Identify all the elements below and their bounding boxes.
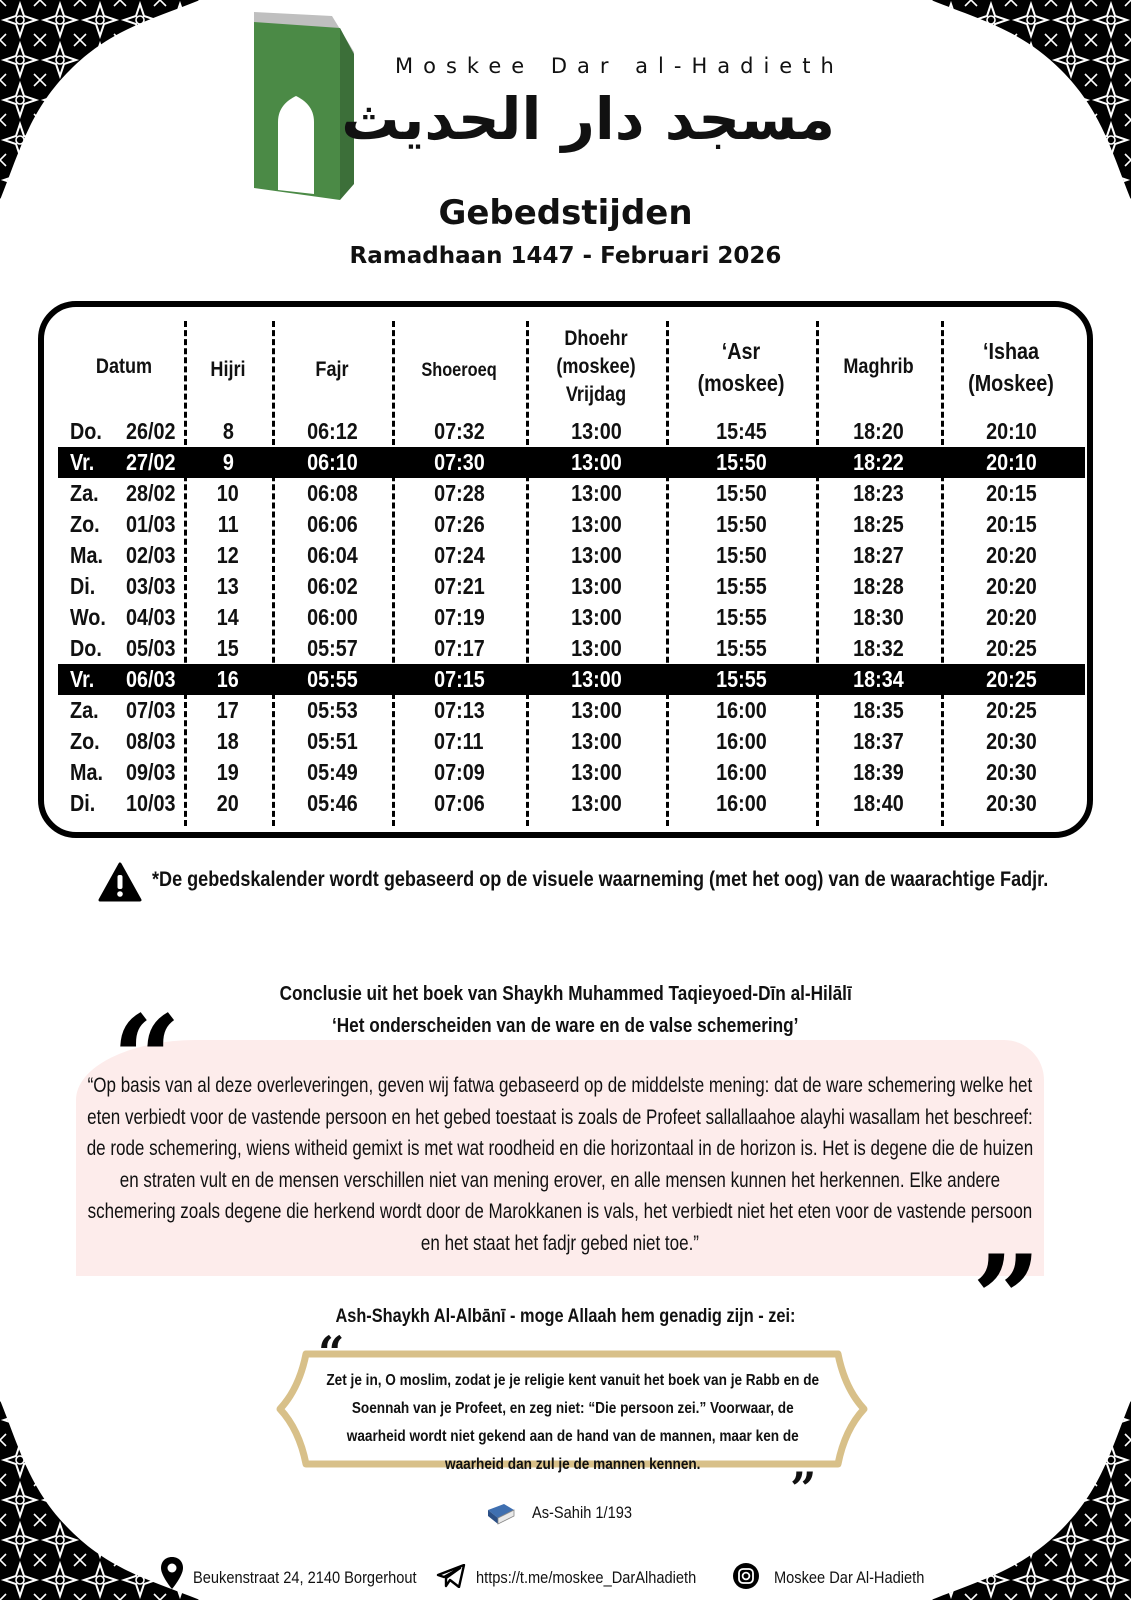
cell-shoeroeq bbox=[392, 416, 526, 447]
cell-ishaa-text: 20:10 bbox=[985, 449, 1037, 475]
cell-maghrib-text: 18:20 bbox=[853, 418, 904, 444]
cell-dhoehr bbox=[526, 571, 666, 602]
warning-icon bbox=[98, 862, 142, 902]
cell-date-text: 28/02 bbox=[126, 480, 176, 506]
cell-fajr bbox=[272, 757, 392, 788]
table-row bbox=[44, 633, 1099, 664]
cell-hijri-text: 14 bbox=[216, 604, 240, 630]
cell-dhoehr-text: 13:00 bbox=[570, 480, 622, 506]
cell-asr-text: 16:00 bbox=[715, 759, 767, 785]
cell-ishaa-text: 20:20 bbox=[985, 542, 1037, 568]
cell-hijri-text: 20 bbox=[216, 790, 240, 816]
header-hijri: Hijri bbox=[210, 358, 246, 381]
cell-ishaa bbox=[941, 447, 1081, 478]
cell-hijri bbox=[184, 664, 272, 695]
cell-dhoehr-text: 13:00 bbox=[570, 542, 622, 568]
cell-date bbox=[104, 416, 176, 447]
cell-date bbox=[104, 447, 176, 478]
cell-date-text: 09/03 bbox=[126, 759, 176, 785]
cell-hijri bbox=[184, 726, 272, 757]
cell-maghrib-text: 18:28 bbox=[853, 573, 904, 599]
cell-date bbox=[104, 726, 176, 757]
header-asr bbox=[677, 321, 806, 413]
header-maghrib: Maghrib bbox=[843, 355, 914, 378]
cell-date-text: 03/03 bbox=[126, 573, 176, 599]
cell-ishaa-text: 20:25 bbox=[985, 697, 1037, 723]
cell-fajr bbox=[272, 633, 392, 664]
header-asr-line: ‘Asr bbox=[721, 338, 761, 364]
cell-hijri bbox=[184, 695, 272, 726]
cell-dhoehr-text: 13:00 bbox=[570, 759, 622, 785]
cell-maghrib bbox=[816, 478, 941, 509]
cell-asr-text: 15:45 bbox=[715, 418, 767, 444]
cell-maghrib-text: 18:30 bbox=[853, 604, 904, 630]
book-icon bbox=[486, 1502, 516, 1526]
cell-ishaa bbox=[941, 540, 1081, 571]
header-ishaa-line: ‘Ishaa bbox=[982, 338, 1040, 364]
cell-date-text: 08/03 bbox=[126, 728, 176, 754]
fajr-note: *De gebedskalender wordt gebaseerd op de visuele waarneming (met het oog) van de waarachtige Fadjr. bbox=[152, 868, 1049, 891]
cell-shoeroeq bbox=[392, 602, 526, 633]
header-dhoehr-line: (moskee) bbox=[556, 355, 636, 378]
cell-hijri bbox=[184, 447, 272, 478]
cell-fajr bbox=[272, 509, 392, 540]
cell-dhoehr-text: 13:00 bbox=[570, 449, 622, 475]
cell-asr bbox=[666, 633, 816, 664]
cell-date bbox=[104, 478, 176, 509]
cell-asr bbox=[666, 664, 816, 695]
cell-shoeroeq bbox=[392, 478, 526, 509]
albani-title-text: Ash-Shaykh Al-Albānī - moge Allaah hem genadig zijn - zei: bbox=[335, 1306, 796, 1327]
cell-day-text: Zo. bbox=[70, 511, 100, 537]
cell-shoeroeq bbox=[392, 633, 526, 664]
instagram-icon bbox=[732, 1562, 760, 1590]
cell-fajr-text: 06:12 bbox=[306, 418, 358, 444]
cell-maghrib-text: 18:34 bbox=[853, 666, 904, 692]
cell-day-text: Do. bbox=[70, 418, 102, 444]
cell-hijri bbox=[184, 602, 272, 633]
header-dhoehr bbox=[536, 321, 656, 413]
cell-maghrib-text: 18:37 bbox=[853, 728, 904, 754]
cell-asr bbox=[666, 602, 816, 633]
cell-ishaa-text: 20:10 bbox=[985, 418, 1037, 444]
cell-fajr bbox=[272, 478, 392, 509]
cell-fajr bbox=[272, 447, 392, 478]
cell-hijri bbox=[184, 788, 272, 819]
cell-dhoehr bbox=[526, 416, 666, 447]
cell-fajr-text: 06:06 bbox=[306, 511, 358, 537]
cell-asr bbox=[666, 447, 816, 478]
cell-day-text: Zo. bbox=[70, 728, 100, 754]
cell-dhoehr bbox=[526, 695, 666, 726]
cell-hijri-text: 16 bbox=[216, 666, 240, 692]
header-dhoehr-line: Vrijdag bbox=[565, 383, 627, 406]
cell-maghrib bbox=[816, 726, 941, 757]
cell-date-text: 07/03 bbox=[126, 697, 176, 723]
cell-fajr-text: 06:00 bbox=[306, 604, 358, 630]
albani-title bbox=[0, 1306, 1131, 1328]
cell-dhoehr bbox=[526, 788, 666, 819]
cell-dhoehr bbox=[526, 726, 666, 757]
cell-asr-text: 15:55 bbox=[715, 604, 767, 630]
cell-shoeroeq bbox=[392, 726, 526, 757]
cell-ishaa-text: 20:30 bbox=[985, 790, 1037, 816]
cell-day-text: Di. bbox=[70, 790, 96, 816]
cell-fajr bbox=[272, 540, 392, 571]
cell-hijri-text: 8 bbox=[222, 418, 234, 444]
cell-shoeroeq-text: 07:19 bbox=[433, 604, 485, 630]
cell-maghrib bbox=[816, 788, 941, 819]
corner-ornament-top-left bbox=[0, 0, 200, 200]
cell-maghrib bbox=[816, 509, 941, 540]
page-subtitle: Ramadhaan 1447 - Februari 2026 bbox=[349, 243, 782, 269]
cell-hijri-text: 15 bbox=[216, 635, 240, 661]
cell-shoeroeq bbox=[392, 664, 526, 695]
table-row bbox=[44, 726, 1099, 757]
cell-fajr bbox=[272, 788, 392, 819]
cell-dhoehr-text: 13:00 bbox=[570, 790, 622, 816]
cell-date-text: 26/02 bbox=[126, 418, 176, 444]
cell-asr-text: 16:00 bbox=[715, 790, 767, 816]
cell-hijri bbox=[184, 757, 272, 788]
cell-hijri bbox=[184, 478, 272, 509]
cell-ishaa bbox=[941, 664, 1081, 695]
cell-ishaa-text: 20:25 bbox=[985, 635, 1037, 661]
cell-asr bbox=[666, 478, 816, 509]
cell-asr-text: 16:00 bbox=[715, 697, 767, 723]
cell-date bbox=[104, 757, 176, 788]
cell-maghrib-text: 18:25 bbox=[853, 511, 904, 537]
table-row bbox=[44, 509, 1099, 540]
cell-shoeroeq-text: 07:24 bbox=[433, 542, 485, 568]
cell-maghrib-text: 18:40 bbox=[853, 790, 904, 816]
cell-dhoehr bbox=[526, 602, 666, 633]
table-row bbox=[44, 695, 1099, 726]
cell-ishaa-text: 20:30 bbox=[985, 759, 1037, 785]
table-row bbox=[44, 757, 1099, 788]
footer-instagram: Moskee Dar Al-Hadieth bbox=[774, 1568, 925, 1587]
cell-date bbox=[104, 633, 176, 664]
cell-dhoehr bbox=[526, 633, 666, 664]
cell-hijri-text: 13 bbox=[216, 573, 240, 599]
page-title: Gebedstijden bbox=[438, 193, 693, 233]
cell-asr-text: 15:50 bbox=[715, 542, 767, 568]
close-quote-icon: ” bbox=[972, 1229, 1042, 1370]
cell-shoeroeq bbox=[392, 447, 526, 478]
cell-asr-text: 15:50 bbox=[715, 480, 767, 506]
table-row bbox=[44, 788, 1099, 819]
cell-dhoehr-text: 13:00 bbox=[570, 728, 622, 754]
header-datum: Datum bbox=[95, 355, 153, 378]
header-shoeroeq: Shoeroeq bbox=[421, 360, 497, 381]
cell-asr bbox=[666, 509, 816, 540]
cell-hijri bbox=[184, 416, 272, 447]
schedule-rows bbox=[44, 416, 1099, 819]
cell-dhoehr-text: 13:00 bbox=[570, 418, 622, 444]
cell-asr bbox=[666, 416, 816, 447]
cell-shoeroeq-text: 07:06 bbox=[433, 790, 485, 816]
cell-dhoehr bbox=[526, 664, 666, 695]
cell-dhoehr bbox=[526, 757, 666, 788]
cell-fajr-text: 05:46 bbox=[306, 790, 358, 816]
cell-shoeroeq bbox=[392, 571, 526, 602]
open-quote-icon: “ bbox=[318, 1326, 345, 1380]
cell-maghrib-text: 18:23 bbox=[853, 480, 904, 506]
cell-shoeroeq-text: 07:17 bbox=[433, 635, 485, 661]
cell-asr-text: 15:55 bbox=[715, 666, 767, 692]
cell-asr bbox=[666, 726, 816, 757]
cell-ishaa-text: 20:30 bbox=[985, 728, 1037, 754]
telegram-icon bbox=[436, 1564, 466, 1588]
cell-shoeroeq bbox=[392, 509, 526, 540]
corner-ornament-top-right bbox=[931, 0, 1131, 200]
cell-asr-text: 15:55 bbox=[715, 635, 767, 661]
cell-date bbox=[104, 571, 176, 602]
cell-date bbox=[104, 602, 176, 633]
cell-asr bbox=[666, 571, 816, 602]
cell-fajr-text: 05:51 bbox=[306, 728, 358, 754]
open-quote-icon: “ bbox=[112, 989, 182, 1130]
cell-hijri-text: 17 bbox=[216, 697, 240, 723]
cell-maghrib bbox=[816, 757, 941, 788]
cell-ishaa bbox=[941, 509, 1081, 540]
cell-maghrib bbox=[816, 633, 941, 664]
cell-date-text: 04/03 bbox=[126, 604, 176, 630]
cell-day-text: Za. bbox=[70, 480, 99, 506]
cell-hijri-text: 12 bbox=[216, 542, 240, 568]
cell-maghrib bbox=[816, 695, 941, 726]
cell-hijri bbox=[184, 509, 272, 540]
cell-fajr bbox=[272, 571, 392, 602]
cell-asr-text: 16:00 bbox=[715, 728, 767, 754]
brand-name-latin: Moskee Dar al-Hadieth bbox=[395, 54, 844, 78]
conclusion-title-line: ‘Het onderscheiden van de ware en de valse schemering’ bbox=[332, 1015, 799, 1037]
cell-shoeroeq-text: 07:26 bbox=[433, 511, 485, 537]
conclusion-quote-text: “Op basis van al deze overleveringen, geven wij fatwa gebaseerd op de middelste mening: dat de ware schemering welke het eten verbiedt voor de vastende persoon en het gebed toestaat is zoals de Profeet sallallaahoe alayhi wasallam het beschreef: de rode schemering, wiens witheid gemixt is met wat roodheid en die horizontaal in de horizon is. Het is degene die de huizen en straten vult en de mensen verschillen niet van mening erover, en alle mensen kunnen het herkennen. Elke andere schemering zoals degene die herkend wordt door de Marokkanen is vals, het verbiedt niet het eten voor de vastende persoon en het staat het fadjr gebed niet toe.” bbox=[86, 1074, 1034, 1255]
footer-address: Beukenstraat 24, 2140 Borgerhout bbox=[193, 1568, 417, 1587]
brand-name-arabic: مسجد دار الحديث bbox=[341, 85, 835, 153]
cell-hijri-text: 19 bbox=[216, 759, 240, 785]
cell-dhoehr bbox=[526, 509, 666, 540]
footer-telegram-link[interactable]: https://t.me/moskee_DarAlhadieth bbox=[476, 1568, 697, 1587]
cell-day-text: Wo. bbox=[70, 604, 106, 630]
cell-ishaa bbox=[941, 757, 1081, 788]
cell-date-text: 27/02 bbox=[126, 449, 176, 475]
cell-maghrib bbox=[816, 416, 941, 447]
cell-ishaa bbox=[941, 726, 1081, 757]
cell-dhoehr bbox=[526, 540, 666, 571]
cell-dhoehr-text: 13:00 bbox=[570, 697, 622, 723]
table-row bbox=[44, 571, 1099, 602]
cell-fajr-text: 06:04 bbox=[306, 542, 358, 568]
cell-shoeroeq-text: 07:30 bbox=[433, 449, 485, 475]
cell-maghrib-text: 18:32 bbox=[853, 635, 904, 661]
cell-maghrib bbox=[816, 664, 941, 695]
cell-ishaa bbox=[941, 602, 1081, 633]
cell-ishaa bbox=[941, 695, 1081, 726]
cell-hijri-text: 10 bbox=[216, 480, 240, 506]
cell-hijri-text: 11 bbox=[217, 511, 239, 537]
header-asr-line: (moskee) bbox=[697, 370, 785, 396]
cell-day-text: Vr. bbox=[70, 449, 95, 475]
cell-dhoehr-text: 13:00 bbox=[570, 666, 622, 692]
location-pin-icon bbox=[160, 1556, 184, 1590]
cell-fajr bbox=[272, 664, 392, 695]
header-dhoehr-line: Dhoehr bbox=[564, 327, 628, 350]
cell-day-text: Vr. bbox=[70, 666, 95, 692]
cell-dhoehr-text: 13:00 bbox=[570, 604, 622, 630]
cell-fajr-text: 05:57 bbox=[306, 635, 358, 661]
cell-asr-text: 15:50 bbox=[715, 449, 767, 475]
cell-ishaa bbox=[941, 416, 1081, 447]
cell-day-text: Ma. bbox=[70, 542, 103, 568]
cell-ishaa-text: 20:15 bbox=[985, 480, 1037, 506]
cell-hijri-text: 18 bbox=[216, 728, 240, 754]
cell-fajr-text: 06:10 bbox=[306, 449, 358, 475]
close-quote-icon: ” bbox=[790, 1462, 817, 1516]
cell-maghrib-text: 18:39 bbox=[853, 759, 904, 785]
cell-maghrib-text: 18:27 bbox=[853, 542, 904, 568]
cell-fajr-text: 06:02 bbox=[306, 573, 358, 599]
table-row bbox=[58, 664, 1085, 695]
cell-shoeroeq-text: 07:21 bbox=[433, 573, 485, 599]
cell-dhoehr bbox=[526, 447, 666, 478]
cell-day-text: Di. bbox=[70, 573, 96, 599]
cell-date-text: 01/03 bbox=[126, 511, 176, 537]
cell-hijri bbox=[184, 540, 272, 571]
cell-date-text: 05/03 bbox=[126, 635, 176, 661]
cell-dhoehr-text: 13:00 bbox=[570, 635, 622, 661]
cell-fajr-text: 05:49 bbox=[306, 759, 358, 785]
cell-asr bbox=[666, 757, 816, 788]
cell-date-text: 10/03 bbox=[126, 790, 176, 816]
cell-shoeroeq-text: 07:11 bbox=[434, 728, 484, 754]
cell-ishaa-text: 20:20 bbox=[985, 604, 1037, 630]
cell-dhoehr bbox=[526, 478, 666, 509]
cell-fajr-text: 05:55 bbox=[306, 666, 358, 692]
table-row bbox=[44, 416, 1099, 447]
cell-fajr bbox=[272, 602, 392, 633]
header-ishaa-line: (Moskee) bbox=[968, 370, 1054, 396]
cell-date bbox=[104, 695, 176, 726]
table-row bbox=[44, 540, 1099, 571]
corner-ornament-bottom-right bbox=[931, 1400, 1131, 1600]
conclusion-title-line: Conclusie uit het boek van Shaykh Muhammed Taqieyoed-Dīn al-Hilālī bbox=[279, 983, 852, 1005]
header-fajr: Fajr bbox=[315, 358, 349, 381]
cell-dhoehr-text: 13:00 bbox=[570, 511, 622, 537]
cell-ishaa bbox=[941, 633, 1081, 664]
cell-day-text: Do. bbox=[70, 635, 102, 661]
cell-date-text: 02/03 bbox=[126, 542, 176, 568]
cell-asr-text: 15:55 bbox=[715, 573, 767, 599]
cell-shoeroeq-text: 07:28 bbox=[433, 480, 485, 506]
cell-maghrib-text: 18:22 bbox=[853, 449, 904, 475]
prayer-schedule-table bbox=[38, 301, 1093, 838]
cell-day-text: Ma. bbox=[70, 759, 103, 785]
cell-ishaa-text: 20:15 bbox=[985, 511, 1037, 537]
cell-asr-text: 15:50 bbox=[715, 511, 767, 537]
cell-fajr bbox=[272, 695, 392, 726]
cell-asr bbox=[666, 695, 816, 726]
cell-date bbox=[104, 540, 176, 571]
cell-shoeroeq-text: 07:09 bbox=[433, 759, 485, 785]
cell-shoeroeq bbox=[392, 788, 526, 819]
cell-ishaa bbox=[941, 788, 1081, 819]
cell-date-text: 06/03 bbox=[126, 666, 176, 692]
cell-fajr-text: 05:53 bbox=[306, 697, 358, 723]
cell-ishaa-text: 20:20 bbox=[985, 573, 1037, 599]
cell-day-text: Za. bbox=[70, 697, 99, 723]
source-reference: As-Sahih 1/193 bbox=[532, 1503, 632, 1522]
cell-shoeroeq bbox=[392, 695, 526, 726]
cell-dhoehr-text: 13:00 bbox=[570, 573, 622, 599]
cell-maghrib bbox=[816, 571, 941, 602]
cell-maghrib-text: 18:35 bbox=[853, 697, 904, 723]
cell-maghrib bbox=[816, 447, 941, 478]
table-row bbox=[58, 447, 1085, 478]
cell-fajr bbox=[272, 416, 392, 447]
cell-date bbox=[104, 664, 176, 695]
cell-shoeroeq-text: 07:32 bbox=[433, 418, 485, 444]
cell-shoeroeq-text: 07:13 bbox=[433, 697, 485, 723]
cell-fajr bbox=[272, 726, 392, 757]
albani-quote-text: Zet je in, O moslim, zodat je je religie kent vanuit het boek van je Rabb en de Soennah van je Profeet, en zeg niet: “Die persoon zei.” Voorwaar, de waarheid wordt niet gekend aan de hand van de mannen, maar ken de waarheid dan zul je de mannen kennen. bbox=[326, 1372, 820, 1473]
cell-hijri-text: 9 bbox=[222, 449, 234, 475]
table-row bbox=[44, 602, 1099, 633]
cell-shoeroeq-text: 07:15 bbox=[433, 666, 485, 692]
table-row bbox=[44, 478, 1099, 509]
cell-hijri bbox=[184, 633, 272, 664]
header-ishaa bbox=[951, 321, 1071, 413]
cell-maghrib bbox=[816, 602, 941, 633]
cell-ishaa bbox=[941, 571, 1081, 602]
cell-fajr-text: 06:08 bbox=[306, 480, 358, 506]
cell-shoeroeq bbox=[392, 757, 526, 788]
cell-ishaa-text: 20:25 bbox=[985, 666, 1037, 692]
cell-hijri bbox=[184, 571, 272, 602]
cell-date bbox=[104, 509, 176, 540]
cell-maghrib bbox=[816, 540, 941, 571]
cell-date bbox=[104, 788, 176, 819]
cell-shoeroeq bbox=[392, 540, 526, 571]
cell-asr bbox=[666, 788, 816, 819]
cell-ishaa bbox=[941, 478, 1081, 509]
cell-asr bbox=[666, 540, 816, 571]
